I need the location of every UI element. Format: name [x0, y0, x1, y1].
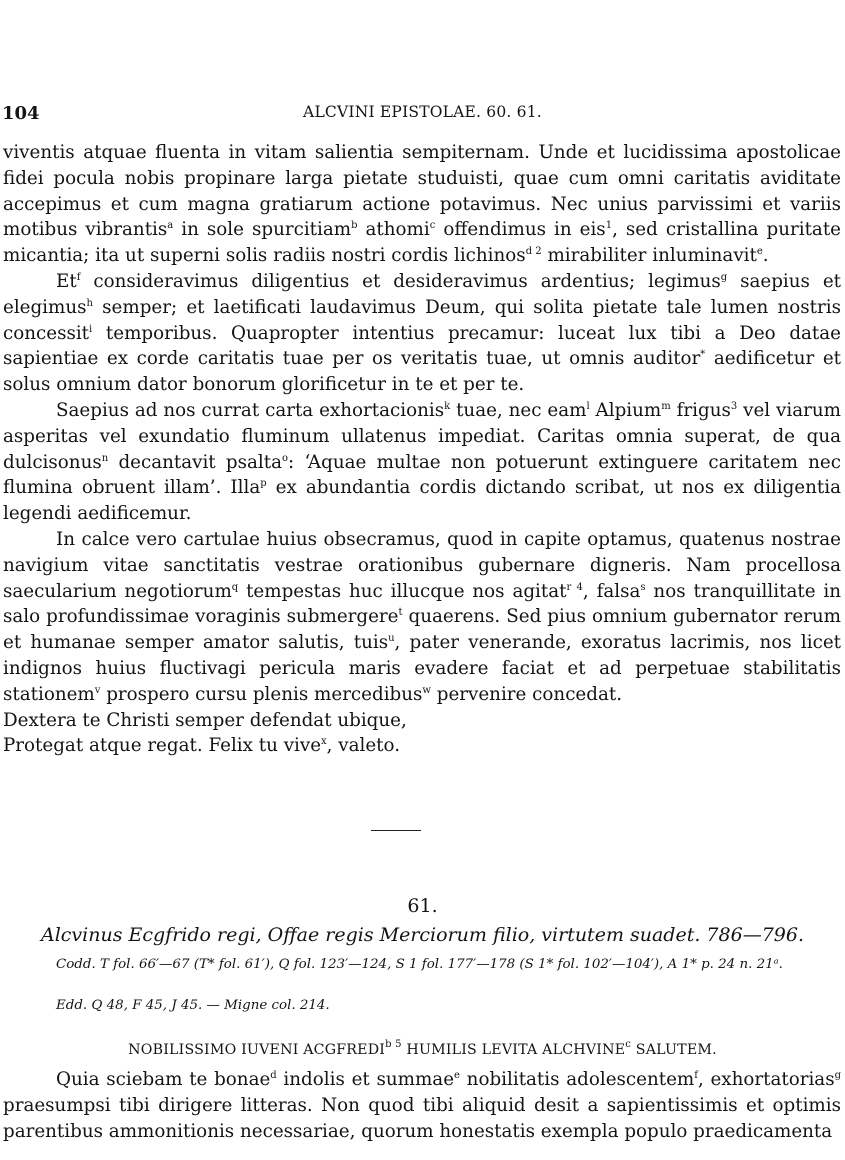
letter-salutation [0, 1039, 845, 1058]
letter-60-text [3, 140, 841, 759]
text-run: Dextera te Christi semper defendat ubique, [3, 709, 407, 731]
text-run: Et [56, 270, 77, 292]
text-run: saepius et elegimus [3, 270, 841, 318]
footnote-marker: c [429, 220, 436, 232]
text-run: consideravimus diligentius et desideravimus ardentius; legimus [80, 270, 721, 292]
footnote-marker: h [86, 297, 93, 309]
footnote-marker: g [834, 1070, 841, 1081]
codices-note: Codd. T fol. 66′—67 (T* fol. 61′), Q fol. 123′—124, S 1 fol. 177′—178 (S 1* fol. 102′—104′), A 1* p. 24 n. 21ᵃ. [56, 957, 783, 972]
paragraph [3, 140, 841, 269]
footnote-marker: p [260, 478, 267, 490]
paragraph [3, 398, 841, 527]
text-run: tuae, nec eam [450, 399, 587, 421]
text-run: Protegat atque regat. Felix tu vive [3, 735, 322, 757]
letter-61-text [3, 1067, 841, 1145]
text-run: temporibus. Quapropter intentius precamur: luceat lux tibi a Deo datae sapientiae ex corde caritatis tuae per os veritatis tuae, ut omnis auditor [3, 322, 841, 370]
editions-note: Edd. Q 48, F 45, J 45. — Migne col. 214. [56, 998, 330, 1013]
text-run: , exhortatorias [697, 1069, 835, 1090]
letter-number: 61. [407, 895, 438, 917]
footnote-marker: s [640, 581, 646, 593]
footnote-marker: u [388, 633, 395, 645]
text-run: Quia sciebam te bonae [56, 1069, 271, 1090]
footnote-marker: l [586, 400, 590, 412]
text-run: semper; et laetificati laudavimus Deum, qui solita pietate tale lumen nostris concessit [3, 296, 841, 344]
text-run: indolis et summae [276, 1069, 455, 1090]
text-run: decantavit psalta [108, 451, 282, 473]
text-run: praesumpsi tibi dirigere litteras. Non quod tibi aliquid desit a sapientissimis et optimis parentibus ammonitionis necessariae, quorum honestatis exempla populo praedicamenta [3, 1095, 841, 1142]
paragraph [3, 527, 841, 708]
footnote-marker: c [625, 1039, 632, 1050]
footnote-marker: t [398, 607, 403, 619]
footnote-marker: q [231, 581, 239, 593]
footnote-marker: f [694, 1070, 698, 1081]
footnote-marker: b 5 [385, 1039, 402, 1050]
page-header [0, 103, 845, 127]
text-run: . [762, 245, 769, 267]
text-run: , valeto. [326, 735, 401, 757]
footnote-marker: e [756, 246, 763, 258]
text-run: in sole spurcitiam [173, 219, 352, 241]
text-run: Alpium [589, 399, 662, 421]
text-run: quaerens. Sed pius omnium gubernator rerum et humanae semper amator salutis, tuis [3, 606, 841, 654]
text-run: In calce vero cartulae huius obsecramus, quod in capite optamus, quatenus nostrae navigium vitae sanctitatis vestrae orationibus gubernare digneris. Nam procellosa saecularium negotiorum [3, 528, 841, 602]
text-run: nobilitatis adolescentem [459, 1069, 695, 1090]
footnote-marker: k [444, 400, 451, 412]
footnote-marker: o [282, 452, 289, 464]
text-run: ex abundantia cordis dictando scribat, ut nos ex diligentia legendi aedificemur. [3, 477, 841, 525]
letter-summary: Alcvinus Ecgfrido regi, Offae regis Merciorum filio, virtutem suadet. 786—796. [40, 924, 805, 946]
footnote-marker: * [700, 349, 706, 361]
verse-line [3, 733, 841, 759]
page-number: 104 [2, 103, 40, 124]
footnote-marker: r 4 [566, 581, 583, 593]
text-run: vel viarum asperitas vel exundatio fluminum ullatenus impediat. Caritas omnia superat, de qua dulcisonus [3, 399, 841, 473]
footnote-marker: 1 [605, 220, 613, 232]
footnote-marker: 3 [730, 400, 738, 412]
text-run: mirabiliter inluminavit [541, 245, 757, 267]
text-run: viventis atquae fluenta in vitam salientia sempiternam. Unde et lucidissima apostolicae fidei pocula nobis propinare larga pietate studuisti, quae cum omni caritatis aviditate accepimus et cum magna gratiarum actione potavimus. Nec unius parvissimi et variis motibus vibrantis [3, 142, 841, 241]
text-run: , falsa [582, 580, 641, 602]
running-title: ALCVINI EPISTOLAE. 60. 61. [303, 103, 542, 121]
text-run: SALUTEM. [631, 1042, 717, 1058]
footnote-marker: e [454, 1070, 460, 1081]
footnote-marker: x [321, 736, 327, 748]
footnote-marker: f [76, 271, 81, 283]
text-run: tempestas huc illucque nos agitat [238, 580, 567, 602]
footnote-marker: d [270, 1070, 277, 1081]
text-run: NOBILISSIMO IUVENI ACGFREDI [128, 1042, 386, 1058]
text-run: , sed cristallina puritate micantia; ita ut superni solis radiis nostri cordis lichinos [3, 219, 841, 267]
footnote-marker: d 2 [525, 246, 542, 258]
text-run: athomi [357, 219, 430, 241]
text-run: Saepius ad nos currat carta exhortacionis [56, 399, 445, 421]
text-run: pervenire concedat. [430, 683, 623, 705]
text-run: : ‘Aquae multae non potuerunt extinguere caritatem nec flumina obruent illam’. Illa [3, 451, 841, 499]
footnote-marker: w [422, 684, 431, 696]
section-divider [371, 830, 421, 831]
text-run: nos tranquillitate in salo profundissimae voraginis submergere [3, 580, 842, 628]
footnote-marker: g [720, 271, 728, 283]
paragraph [3, 269, 841, 398]
footnote-marker: n [101, 452, 109, 464]
footnote-marker: i [89, 323, 93, 335]
footnote-marker: v [94, 684, 101, 696]
text-run: offendimus in eis [435, 219, 606, 241]
footnote-marker: a [167, 220, 174, 232]
text-run: frigus [670, 399, 731, 421]
text-run: aedificetur et solus omnium dator bonorum glorificetur in te et per te. [3, 348, 841, 396]
text-run: prospero cursu plenis mercedibus [100, 683, 423, 705]
text-run: HUMILIS LEVITA ALCHVINE [401, 1042, 626, 1058]
footnote-marker: m [661, 400, 671, 412]
footnote-marker: b [351, 220, 358, 232]
text-run: , pater venerande, exoratus lacrimis, nos licet indignos huius fluctivagi pericula maris evadere faciat et ad perpetuae stabilitatis stationem [3, 632, 841, 705]
paragraph [3, 1067, 841, 1145]
verse-line [3, 708, 841, 734]
